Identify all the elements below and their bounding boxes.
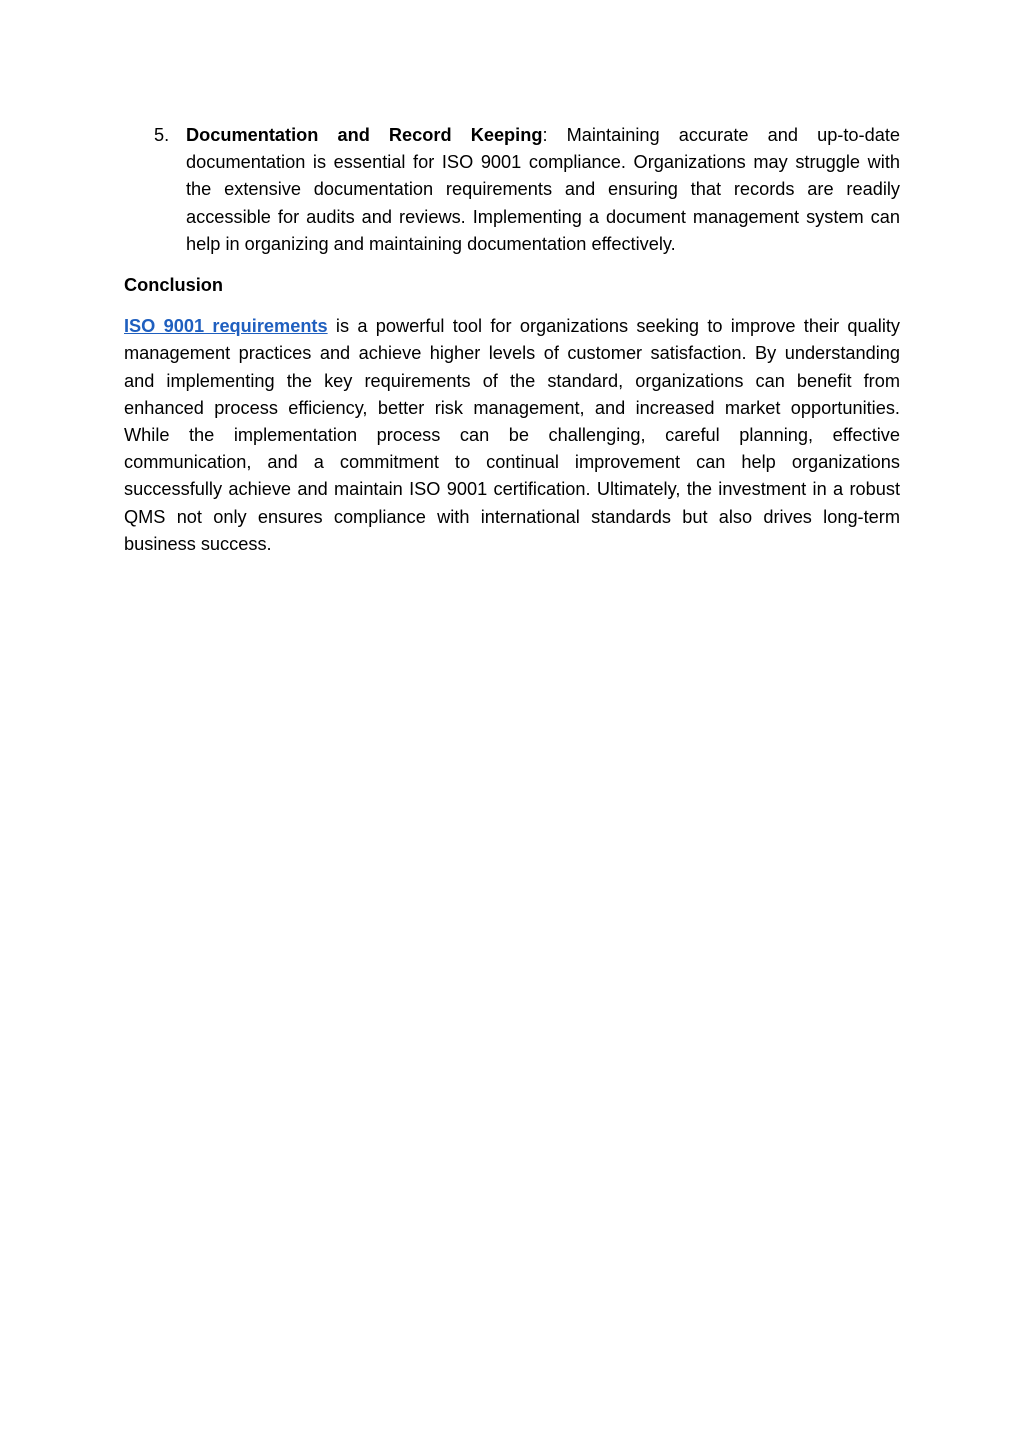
conclusion-paragraph [124, 313, 900, 558]
list-item-title: Documentation and Record Keeping [186, 125, 543, 145]
list-number: 5. [154, 125, 170, 145]
iso-9001-requirements-link[interactable]: ISO 9001 requirements [124, 316, 328, 337]
document-page [124, 122, 900, 558]
list-item-separator: : [542, 125, 548, 145]
list-item-documentation [124, 122, 900, 258]
list-item-text: Maintaining accurate and up-to-date documentation is essential for ISO 9001 compliance. Organizations may struggle with the extensive documentation requirements and ensuring that records are readily accessible for audits and reviews. Implementing a document management system can help in organizing and maintaining documentation effectively. [186, 125, 900, 254]
conclusion-heading: Conclusion [124, 275, 224, 296]
list-item-body [186, 122, 900, 258]
conclusion-body: is a powerful tool for organizations seeking to improve their quality management practices and achieve higher levels of customer satisfaction. By understanding and implementing the key requirements of the standard, organizations can benefit from enhanced process efficiency, better risk management, and increased market opportunities. While the implementation process can be challenging, careful planning, effective communication, and a commitment to continual improvement can help organizations successfully achieve and maintain ISO 9001 certification. Ultimately, the investment in a robust QMS not only ensures compliance with international standards but also drives long-term business success. [124, 316, 901, 554]
